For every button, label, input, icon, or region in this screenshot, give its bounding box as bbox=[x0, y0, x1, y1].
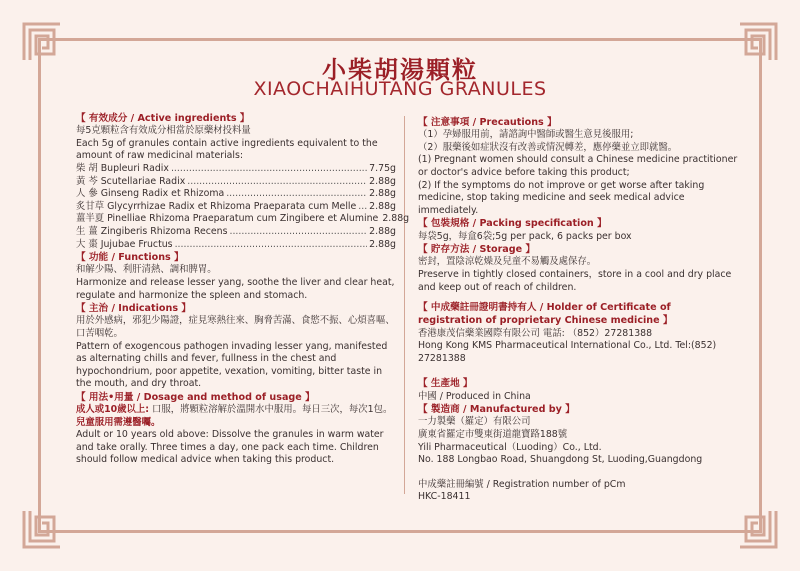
ingredient-row bbox=[76, 213, 410, 226]
ingredient-row bbox=[76, 226, 396, 239]
manufacturer-name-english: Yili Pharmaceutical（Luoding）Co., Ltd. bbox=[418, 441, 602, 453]
fret-pattern-icon bbox=[22, 509, 62, 549]
origin-heading: 【 生產地 】 bbox=[418, 378, 473, 390]
precaution-1-english: (1) Pregnant women should consult a Chinese medicine practitioner or doctor's advice before taking this product; bbox=[418, 154, 738, 178]
manufacturer-address-english: No. 188 Longbao Road, Shuangdong St, Luoding,Guangdong bbox=[418, 454, 703, 466]
leader-dots bbox=[171, 163, 367, 176]
product-title-chinese: 小柴胡湯顆粒 bbox=[322, 55, 478, 84]
indications-english: Pattern of exogencous pathogen invading lesser yang, manifested as alternating chills and fever, fullness in the chest and hypochondrium, poor appetite, vexation, vomiting, bitter taste in the mouth, and dry throat. bbox=[76, 340, 388, 390]
packing-heading: 【 包裝規格 / Packing specification 】 bbox=[418, 218, 607, 230]
ingredient-row bbox=[76, 176, 396, 189]
spacer bbox=[418, 294, 738, 301]
packing-text: 每袋5g，每盒6袋;5g per pack, 6 packs per box bbox=[418, 230, 632, 242]
storage-heading: 【 貯存方法 / Storage 】 bbox=[418, 244, 536, 256]
fret-pattern-icon bbox=[738, 509, 778, 549]
ingredient-name: 生 薑 Zingiberis Rhizoma Recens bbox=[76, 225, 228, 237]
precaution-2-english: (2) If the symptoms do not improve or get worse after taking medicine, stop taking medicine and seek medical advice immediately. bbox=[418, 179, 705, 216]
leader-dots bbox=[229, 226, 367, 239]
ingredient-row bbox=[76, 163, 396, 176]
registration-number: HKC-18411 bbox=[418, 491, 471, 503]
spacer bbox=[418, 467, 738, 479]
holder-chinese: 香港康茂信藥業國際有限公司 電話: （852）27281388 bbox=[418, 327, 653, 339]
ingredient-quantity: 2.88g bbox=[369, 238, 396, 250]
manufacturer-address-chinese: 廣東省羅定市雙東街道龍寶路188號 bbox=[418, 428, 568, 440]
left-column bbox=[76, 112, 410, 467]
active-intro-english: Each 5g of granules contain active ingredients equivalent to the amount of raw medicinal materials: bbox=[76, 137, 378, 162]
functions-heading: 【 功能 / Functions 】 bbox=[76, 252, 184, 264]
ingredient-name: 柴 胡 Bupleuri Radix bbox=[76, 162, 169, 174]
dosage-english: Adult or 10 years old above: Dissolve the granules in warm water and take orally. Three times a day, one pack each time. Children should follow medical advice when taking this product. bbox=[76, 429, 384, 466]
right-column bbox=[418, 116, 738, 504]
active-intro-chinese: 每5克顆粒含有效成分相當於原藥材投料量 bbox=[76, 125, 251, 137]
corner-ornament-bottom-left bbox=[22, 509, 62, 549]
ingredient-quantity: 2.88g bbox=[369, 225, 396, 237]
indications-chinese: 用於外感病，邪犯少陽證，症見寒熱往來、胸脅苦滿、食慾不振、心煩喜嘔、口苦咽乾。 bbox=[76, 315, 395, 339]
product-title-english: XIAOCHAIHUTANG GRANULES bbox=[253, 78, 547, 100]
storage-english: Preserve in tightly closed containers，store in a cool and dry place and keep out of reach of children. bbox=[418, 268, 732, 293]
ingredient-name: 黃 芩 Scutellariae Radix bbox=[76, 175, 186, 187]
spacer bbox=[418, 365, 738, 377]
ingredient-quantity: 2.88g bbox=[382, 213, 410, 225]
ingredient-name: 人 參 Ginseng Radix et Rhizoma bbox=[76, 188, 225, 200]
origin-text: 中國 / Produced in China bbox=[418, 390, 531, 402]
active-ingredients-heading: 【 有效成分 / Active ingredients 】 bbox=[76, 113, 250, 124]
dosage-chinese bbox=[76, 404, 396, 417]
functions-chinese: 和解少陽、利肝清熱、調和脾胃。 bbox=[76, 264, 217, 276]
dosage-adult-text: 口服，將顆粒溶解於溫開水中服用。每日三次，每次1包。 bbox=[149, 404, 393, 416]
manufacturer-name-chinese: 一力製藥（羅定）有限公司 bbox=[418, 416, 531, 428]
ingredient-row bbox=[76, 201, 396, 214]
ingredient-quantity: 2.88g bbox=[369, 188, 396, 200]
registration-label: 中成藥註冊編號 / Registration number of pCm bbox=[418, 478, 626, 490]
holder-english: Hong Kong KMS Pharmaceutical International Co., Ltd. Tel:(852) 27281388 bbox=[418, 340, 717, 364]
leader-dots bbox=[358, 201, 367, 214]
manufacturer-heading: 【 製造商 / Manufactured by 】 bbox=[418, 404, 575, 416]
functions-english: Harmonize and release lesser yang, soothe the liver and clear heat, regulate and harmonize the spleen and stomach. bbox=[76, 276, 395, 301]
corner-ornament-bottom-right bbox=[738, 509, 778, 549]
ingredient-name: 薑半夏 Pinelliae Rhizoma Praeparatum cum Zingibere et Alumine bbox=[76, 213, 379, 225]
precaution-2-chinese: （2）服藥後如症狀沒有改善或情況轉差，應停藥並立即就醫。 bbox=[418, 141, 678, 153]
ingredient-row bbox=[76, 188, 396, 201]
column-divider bbox=[404, 116, 405, 494]
indications-heading: 【 主治 / Indications 】 bbox=[76, 303, 191, 315]
precaution-1-chinese: （1）孕婦服用前，請諮詢中醫師或醫生意見後服用; bbox=[418, 129, 634, 141]
ingredient-list bbox=[76, 162, 410, 251]
holder-heading: 【 中成藥註冊證明書持有人 / Holder of Certificate of registration of proprietary Chinese medicine 】 bbox=[418, 302, 673, 327]
leader-dots bbox=[187, 176, 367, 189]
ingredient-quantity: 7.75g bbox=[369, 162, 396, 174]
ingredient-quantity: 2.88g bbox=[369, 175, 396, 187]
dosage-heading: 【 用法•用量 / Dosage and method of usage 】 bbox=[76, 391, 315, 403]
ingredient-name: 炙甘草 Glycyrrhizae Radix et Rhizoma Praeparata cum Melle bbox=[76, 200, 357, 212]
leader-dots bbox=[226, 188, 367, 201]
ingredient-row bbox=[76, 239, 396, 252]
leader-dots bbox=[175, 239, 368, 252]
precautions-heading: 【 注意事項 / Precautions 】 bbox=[418, 117, 557, 128]
storage-chinese: 密封，置陰涼乾燥及兒童不易觸及處保存。 bbox=[418, 256, 597, 268]
dosage-child-note: 兒童服用需遵醫囑。 bbox=[76, 416, 161, 428]
ingredient-quantity: 2.88g bbox=[369, 200, 396, 212]
ingredient-name: 大 棗 Jujubae Fructus bbox=[76, 238, 173, 250]
dosage-adult-lead: 成人或10歲以上: bbox=[76, 404, 150, 416]
